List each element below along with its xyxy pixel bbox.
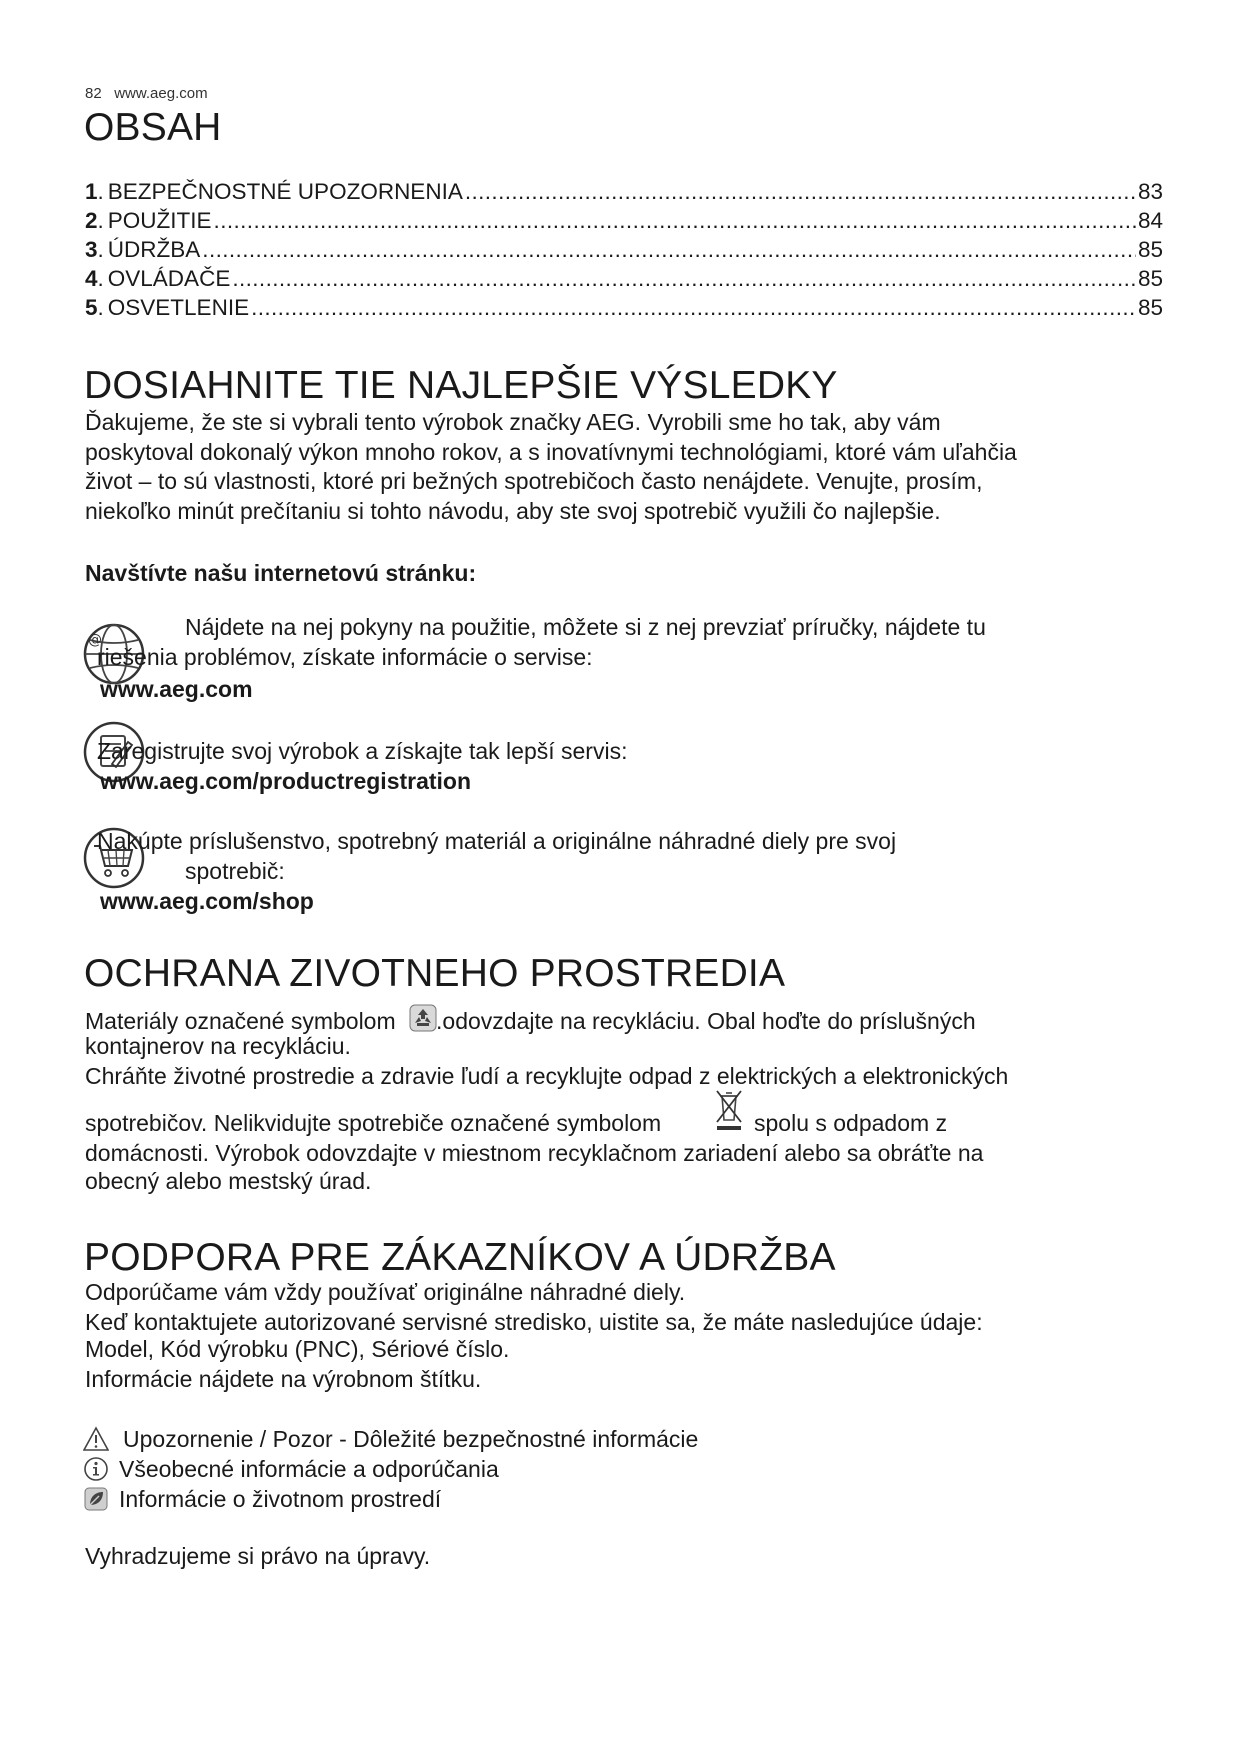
legend-text: Upozornenie / Pozor - Dôležité bezpečnostné informácie [123, 1425, 699, 1452]
support-line: Informácie nájdete na výrobnom štítku. [85, 1365, 482, 1392]
toc-item-label: POUŽITIE [107, 208, 212, 233]
legend-text: Všeobecné informácie a odporúčania [119, 1455, 499, 1482]
web-text-line1: Nájdete na nej pokyny na použitie, môžete si z nej prevziať príručky, nájdete tu [185, 614, 986, 640]
results-section-title: DOSIAHNITE TIE NAJLEPŠIE VÝSLEDKY [84, 364, 838, 407]
environment-leaf-icon [83, 1486, 109, 1512]
toc-item-page: 85 [1137, 237, 1163, 262]
rights-reserved-note: Vyhradzujeme si právo na úpravy. [85, 1543, 431, 1569]
legend-item [83, 1484, 698, 1514]
environment-p2-line2 [85, 1110, 661, 1137]
toc-leader [202, 237, 1136, 263]
support-line: Odporúčame vám vždy používať originálne náhradné diely. [85, 1279, 686, 1305]
register-text: Zaregistrujte svoj výrobok a získajte tak lepší servis: [97, 738, 628, 764]
symbol-legend [83, 1424, 698, 1514]
support-section-title: PODPORA PRE ZÁKAZNÍKOV A ÚDRŽBA [84, 1236, 836, 1279]
results-intro [85, 408, 1185, 526]
toc-item-number: 2 [85, 208, 98, 233]
support-line: Keď kontaktujete autorizované servisné stredisko, uistite sa, že máte nasledujúce údaje: [85, 1308, 983, 1335]
intro-line: niekoľko minút prečítaniu si tohto návodu, aby ste svoj spotrebič využili čo najlepšie. [85, 497, 941, 524]
environment-p1-line1 [85, 1003, 976, 1035]
aeg-website-link[interactable]: www.aeg.com [100, 676, 253, 702]
environment-p2-before: spotrebičov. Nelikvidujte spotrebiče označené symbolom [85, 1110, 662, 1136]
toc-item-label: OSVETLENIE [107, 295, 250, 320]
toc-item-label: ÚDRŽBA [107, 237, 201, 262]
toc-item[interactable]: 4 . OVLÁDAČE ..... 85 [85, 266, 1163, 295]
toc-item-number: 4 [85, 266, 98, 291]
toc-item[interactable]: 3 . ÚDRŽBA ..... 85 [85, 237, 1163, 266]
toc-item[interactable]: 1 . BEZPEČNOSTNÉ UPOZORNENIA ..... 83 [85, 179, 1163, 208]
legend-item [83, 1454, 698, 1484]
support-line: Model, Kód výrobku (PNC), Sériové číslo. [85, 1336, 510, 1362]
legend-text: Informácie o životnom prostredí [119, 1485, 442, 1512]
shop-link[interactable]: www.aeg.com/shop [100, 888, 314, 914]
environment-p2-line2-after: spolu s odpadom z [754, 1110, 948, 1136]
page-number: 82 [85, 85, 102, 102]
toc-leader [232, 266, 1136, 292]
toc-item-page: 84 [1137, 208, 1163, 233]
crossed-bin-icon [713, 1088, 745, 1132]
shop-text-line1: Nakúpte príslušenstvo, spotrebný materiál a originálne náhradné diely pre svoj [97, 828, 897, 854]
toc-item-page: 85 [1137, 295, 1163, 320]
toc-item[interactable]: 2 . POUŽITIE ..... 84 [85, 208, 1163, 237]
environment-section-title: OCHRANA ZIVOTNEHO PROSTREDIA [84, 952, 786, 995]
toc-leader [251, 295, 1136, 321]
environment-p2-line1: Chráňte životné prostredie a zdravie ľudí a recyklujte odpad z elektrických a elektronických [85, 1063, 1009, 1089]
toc-item-page: 83 [1137, 179, 1163, 204]
legend-item [83, 1424, 698, 1454]
intro-line: Ďakujeme, že ste si vybrali tento výrobok značky AEG. Vyrobili sme ho tak, aby vám [85, 409, 941, 435]
environment-p1-before: Materiály označené symbolom [85, 1008, 396, 1034]
svg-text:@: @ [88, 632, 102, 648]
shop-text-line2: spotrebič: [185, 858, 285, 884]
environment-p1-line2: kontajnerov na recykláciu. [85, 1033, 351, 1059]
environment-p2-line4: obecný alebo mestský úrad. [85, 1168, 372, 1194]
recycling-icon [408, 1003, 438, 1033]
toc-item-page: 85 [1137, 266, 1163, 291]
info-icon [83, 1456, 109, 1482]
toc-item-label: OVLÁDAČE [107, 266, 231, 291]
warning-triangle-icon [83, 1426, 109, 1452]
toc-title: OBSAH [84, 106, 222, 149]
toc-leader [465, 179, 1136, 205]
visit-heading: Navštívte našu internetovú stránku: [85, 560, 477, 586]
product-registration-link[interactable]: www.aeg.com/productregistration [100, 768, 472, 794]
intro-line: poskytoval dokonalý výkon mnoho rokov, a s inovatívnymi technológiami, ktoré vám uľahčia [85, 438, 1017, 465]
intro-line: život – to sú vlastnosti, ktoré pri bežných spotrebičoch často nenájdete. Venujte, prosím, [85, 468, 983, 494]
table-of-contents [85, 179, 1163, 324]
toc-leader [214, 208, 1136, 234]
environment-p2-line3: domácnosti. Výrobok odovzdajte v miestnom recyklačnom zariadení alebo sa obráťte na [85, 1140, 984, 1166]
web-text-line2: riešenia problémov, získate informácie o servise: [97, 644, 593, 670]
support-text [85, 1278, 1185, 1394]
page-header [85, 85, 208, 102]
toc-item-number: 3 [85, 237, 98, 262]
toc-item[interactable]: 5 . OSVETLENIE ..... 85 [85, 295, 1163, 324]
environment-p1-after: .odovzdajte na recykláciu. Obal hoďte do príslušných [436, 1008, 976, 1034]
toc-item-label: BEZPEČNOSTNÉ UPOZORNENIA [107, 179, 463, 204]
toc-item-number: 5 [85, 295, 98, 320]
toc-item-number: 1 [85, 179, 98, 204]
header-website: www.aeg.com [114, 85, 208, 102]
